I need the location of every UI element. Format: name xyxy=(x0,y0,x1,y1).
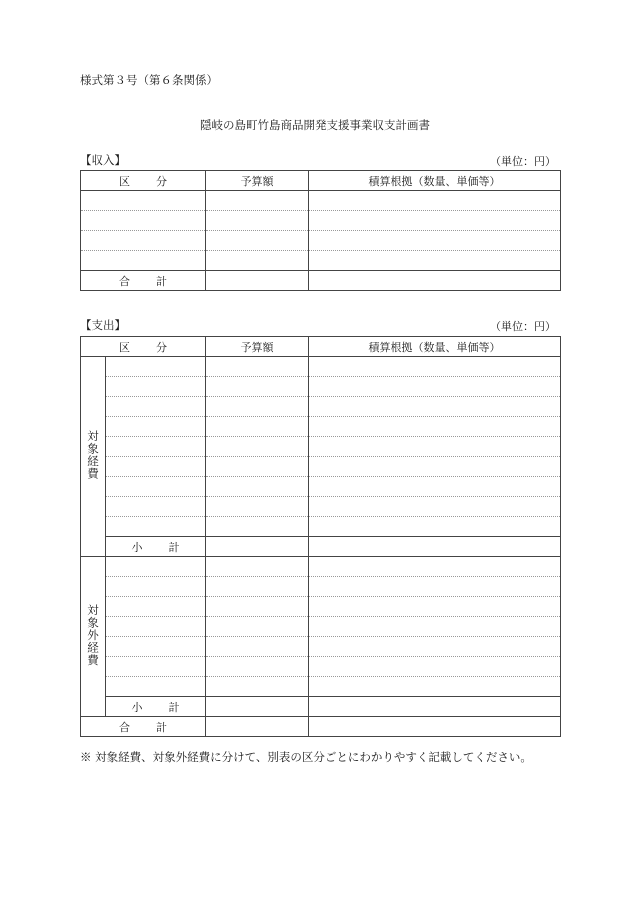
expense-total-label: 合 計 xyxy=(81,717,206,737)
income-row xyxy=(81,251,561,271)
expense-budget-cell[interactable] xyxy=(206,597,309,617)
income-basis-cell[interactable] xyxy=(309,191,561,211)
group-label-target-expenses: 対象経費 xyxy=(81,357,106,557)
group1-subtotal-basis-cell[interactable] xyxy=(309,537,561,557)
expense-basis-cell[interactable] xyxy=(309,617,561,637)
expense-budget-cell[interactable] xyxy=(206,677,309,697)
expense-budget-cell[interactable] xyxy=(206,457,309,477)
income-budget-cell[interactable] xyxy=(206,211,309,231)
expense-group1-row xyxy=(81,437,561,457)
expense-header-budget: 予算額 xyxy=(206,337,309,357)
expense-category-cell[interactable] xyxy=(106,517,206,537)
income-budget-cell[interactable] xyxy=(206,191,309,211)
expense-category-cell[interactable] xyxy=(106,597,206,617)
expense-group2-row xyxy=(81,597,561,617)
expense-category-cell[interactable] xyxy=(106,377,206,397)
expense-category-cell[interactable] xyxy=(106,637,206,657)
expense-group1-row xyxy=(81,477,561,497)
income-header-basis: 積算根拠（数量、単価等） xyxy=(309,171,561,191)
expense-budget-cell[interactable] xyxy=(206,497,309,517)
expense-basis-cell[interactable] xyxy=(309,577,561,597)
expense-category-cell[interactable] xyxy=(106,457,206,477)
income-budget-cell[interactable] xyxy=(206,231,309,251)
group1-subtotal-budget-cell[interactable] xyxy=(206,537,309,557)
income-total-budget-cell[interactable] xyxy=(206,271,309,291)
income-row xyxy=(81,211,561,231)
expense-category-cell[interactable] xyxy=(106,417,206,437)
expense-basis-cell[interactable] xyxy=(309,557,561,577)
group2-subtotal-budget-cell[interactable] xyxy=(206,697,309,717)
expense-basis-cell[interactable] xyxy=(309,477,561,497)
expense-basis-cell[interactable] xyxy=(309,437,561,457)
expense-total-budget-cell[interactable] xyxy=(206,717,309,737)
expense-basis-cell[interactable] xyxy=(309,657,561,677)
expense-basis-cell[interactable] xyxy=(309,497,561,517)
expense-group1-row xyxy=(81,497,561,517)
footnote: ※ 対象経費、対象外経費に分けて、別表の区分ごとにわかりやすく記載してください。 xyxy=(80,750,532,764)
expense-budget-cell[interactable] xyxy=(206,377,309,397)
expense-basis-cell[interactable] xyxy=(309,637,561,657)
expense-budget-cell[interactable] xyxy=(206,577,309,597)
income-unit-label: （単位：円） xyxy=(490,155,556,168)
expense-category-cell[interactable] xyxy=(106,477,206,497)
income-category-cell[interactable] xyxy=(81,211,206,231)
expense-group1-row xyxy=(81,377,561,397)
expense-basis-cell[interactable] xyxy=(309,377,561,397)
expense-category-cell[interactable] xyxy=(106,397,206,417)
income-header-budget: 予算額 xyxy=(206,171,309,191)
form-number: 様式第３号（第６条関係） xyxy=(80,73,218,87)
expense-section-label: 【支出】 xyxy=(80,318,126,332)
expense-category-cell[interactable] xyxy=(106,437,206,457)
income-basis-cell[interactable] xyxy=(309,211,561,231)
expense-budget-cell[interactable] xyxy=(206,617,309,637)
expense-budget-cell[interactable] xyxy=(206,637,309,657)
expense-group1-row xyxy=(81,357,561,377)
expense-group2-row xyxy=(81,657,561,677)
expense-category-cell[interactable] xyxy=(106,577,206,597)
expense-category-cell[interactable] xyxy=(106,677,206,697)
income-row xyxy=(81,191,561,211)
expense-category-cell[interactable] xyxy=(106,617,206,637)
expense-group1-row xyxy=(81,417,561,437)
expense-basis-cell[interactable] xyxy=(309,517,561,537)
expense-budget-cell[interactable] xyxy=(206,657,309,677)
income-category-cell[interactable] xyxy=(81,191,206,211)
income-header-row xyxy=(81,171,561,191)
income-basis-cell[interactable] xyxy=(309,251,561,271)
group1-subtotal-label: 小 計 xyxy=(106,537,206,557)
expense-basis-cell[interactable] xyxy=(309,597,561,617)
document-title: 隠岐の島町竹島商品開発支援事業収支計画書 xyxy=(200,118,430,132)
expense-group1-row xyxy=(81,397,561,417)
expense-basis-cell[interactable] xyxy=(309,397,561,417)
expense-table xyxy=(80,336,561,737)
expense-budget-cell[interactable] xyxy=(206,557,309,577)
expense-group1-row xyxy=(81,517,561,537)
income-table xyxy=(80,170,561,291)
expense-group2-row xyxy=(81,637,561,657)
expense-header-category: 区 分 xyxy=(81,337,206,357)
expense-group1-subtotal-row xyxy=(81,537,561,557)
expense-category-cell[interactable] xyxy=(106,357,206,377)
expense-category-cell[interactable] xyxy=(106,497,206,517)
expense-total-basis-cell[interactable] xyxy=(309,717,561,737)
expense-group2-row xyxy=(81,677,561,697)
income-section-label: 【収入】 xyxy=(80,153,126,167)
income-basis-cell[interactable] xyxy=(309,231,561,251)
expense-category-cell[interactable] xyxy=(106,657,206,677)
expense-budget-cell[interactable] xyxy=(206,417,309,437)
expense-basis-cell[interactable] xyxy=(309,457,561,477)
expense-header-basis: 積算根拠（数量、単価等） xyxy=(309,337,561,357)
group2-subtotal-label: 小 計 xyxy=(106,697,206,717)
expense-category-cell[interactable] xyxy=(106,557,206,577)
income-header-category: 区 分 xyxy=(81,171,206,191)
income-total-row xyxy=(81,271,561,291)
expense-budget-cell[interactable] xyxy=(206,397,309,417)
expense-unit-label: （単位：円） xyxy=(490,320,556,333)
expense-budget-cell[interactable] xyxy=(206,517,309,537)
expense-budget-cell[interactable] xyxy=(206,357,309,377)
expense-basis-cell[interactable] xyxy=(309,417,561,437)
group2-subtotal-basis-cell[interactable] xyxy=(309,697,561,717)
expense-total-row xyxy=(81,717,561,737)
expense-group2-row xyxy=(81,557,561,577)
expense-group1-row xyxy=(81,457,561,477)
expense-group2-row xyxy=(81,577,561,597)
income-budget-cell[interactable] xyxy=(206,251,309,271)
income-row xyxy=(81,231,561,251)
expense-basis-cell[interactable] xyxy=(309,677,561,697)
group-label-non-target-expenses: 対象外経費 xyxy=(81,557,106,717)
income-category-cell[interactable] xyxy=(81,251,206,271)
expense-budget-cell[interactable] xyxy=(206,437,309,457)
expense-basis-cell[interactable] xyxy=(309,357,561,377)
income-total-label: 合 計 xyxy=(81,271,206,291)
income-total-basis-cell[interactable] xyxy=(309,271,561,291)
expense-header-row xyxy=(81,337,561,357)
expense-group2-row xyxy=(81,617,561,637)
expense-budget-cell[interactable] xyxy=(206,477,309,497)
income-category-cell[interactable] xyxy=(81,231,206,251)
expense-group2-subtotal-row xyxy=(81,697,561,717)
